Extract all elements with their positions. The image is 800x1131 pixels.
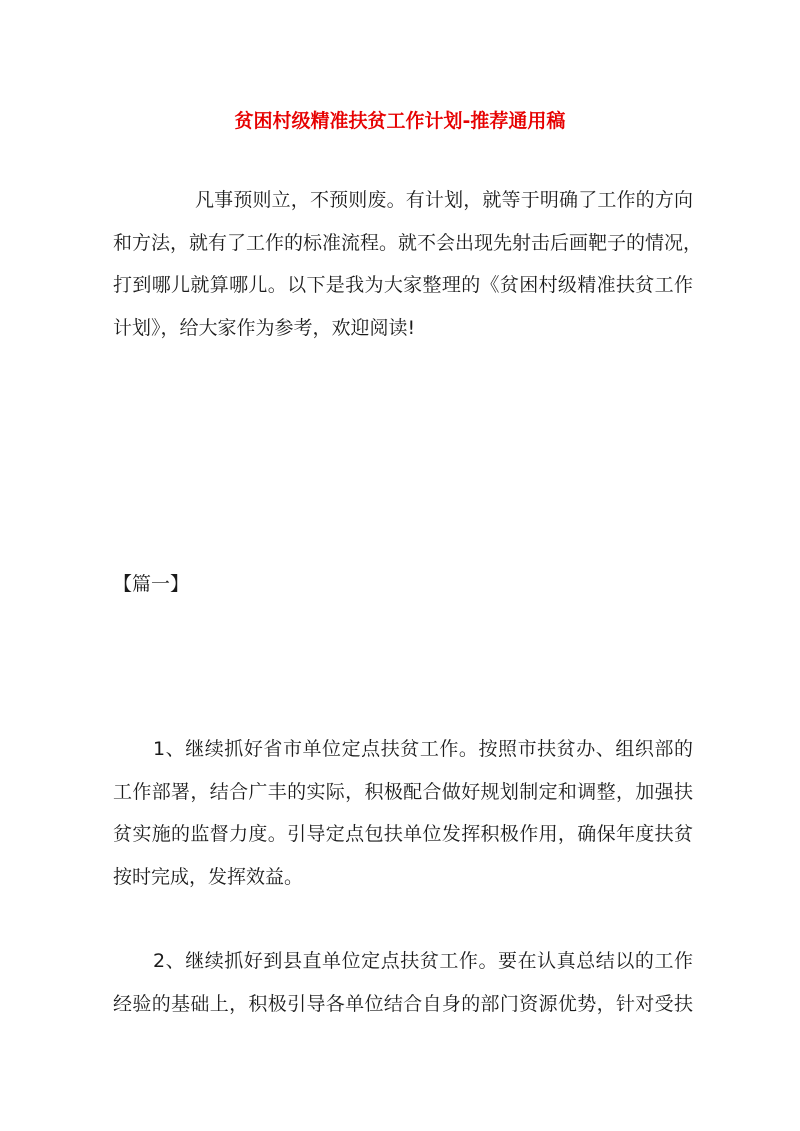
item-2-line: 2、继续抓好到县直单位定点扶贫工作。要在认真总结以的工作 bbox=[153, 950, 693, 972]
intro-line: 计划》，给大家作为参考，欢迎阅读! bbox=[113, 316, 416, 339]
item-2-line: 经验的基础上，积极引导各单位结合自身的部门资源优势，针对受扶 bbox=[113, 992, 693, 1015]
intro-line: 凡事预则立，不预则废。有计划，就等于明确了工作的方向 bbox=[195, 189, 693, 211]
intro-line: 和方法，就有了工作的标准流程。就不会出现先射击后画靶子的情况， bbox=[113, 231, 703, 254]
section-heading: 【篇一】 bbox=[113, 573, 190, 595]
item-1-paragraph bbox=[113, 728, 693, 898]
item-1-line: 1、继续抓好省市单位定点扶贫工作。按照市扶贫办、组织部的 bbox=[153, 738, 693, 760]
item-1-line: 贫实施的监督力度。引导定点包扶单位发挥积极作用，确保年度扶贫 bbox=[113, 823, 693, 846]
item-2-paragraph bbox=[113, 940, 693, 1025]
intro-line: 打到哪儿就算哪儿。以下是我为大家整理的《贫困村级精准扶贫工作 bbox=[113, 274, 693, 297]
intro-paragraph bbox=[113, 179, 703, 349]
item-1-line: 按时完成，发挥效益。 bbox=[113, 865, 304, 888]
document-title: 贫困村级精准扶贫工作计划-推荐通用稿 bbox=[234, 110, 566, 132]
item-1-line: 工作部署，结合广丰的实际，积极配合做好规划制定和调整，加强扶 bbox=[113, 780, 693, 803]
